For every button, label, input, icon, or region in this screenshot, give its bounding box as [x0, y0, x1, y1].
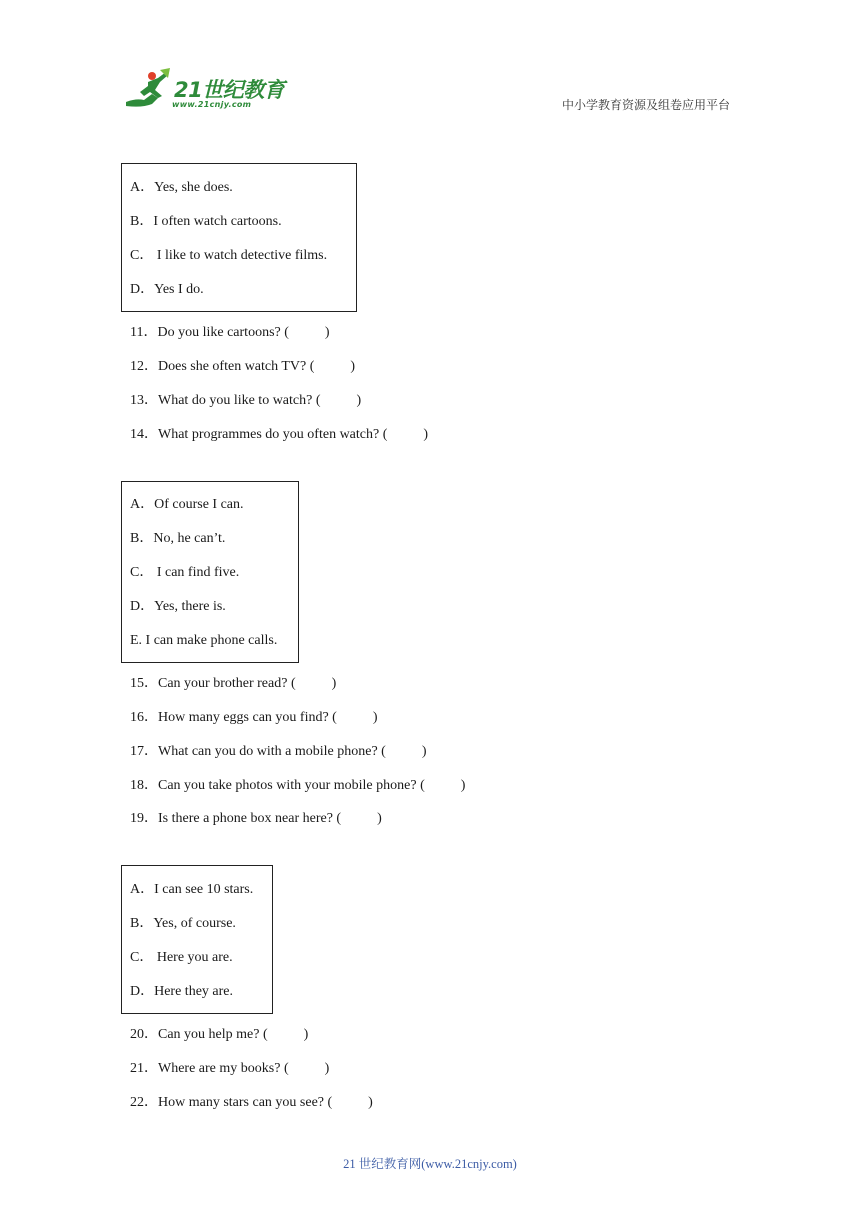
option-d: D．Here they are. — [130, 984, 234, 999]
question-number: 18． — [130, 778, 158, 793]
page-header — [0, 0, 860, 130]
question-close: ) — [324, 325, 330, 340]
question-number: 12． — [130, 359, 158, 374]
option-d: D．Yes I do. — [130, 282, 204, 297]
question-number: 15． — [130, 676, 158, 691]
question-number: 19． — [130, 811, 158, 826]
question-text: Can you take photos with your mobile phone? ( — [158, 778, 425, 793]
question-13 — [130, 389, 361, 409]
option-b: B．No, he can’t. — [130, 531, 226, 546]
question-close: ) — [331, 676, 337, 691]
question-close: ) — [368, 1095, 373, 1110]
question-number: 22． — [130, 1095, 158, 1110]
option-b: B．Yes, of course. — [130, 916, 236, 931]
question-18 — [130, 774, 465, 794]
question-15 — [130, 672, 336, 692]
logo-text: 21世纪教育 — [174, 78, 285, 102]
question-close: ) — [303, 1027, 309, 1042]
option-c: C． I can find five. — [130, 565, 240, 580]
question-text: How many stars can you see? ( — [158, 1095, 333, 1110]
question-close: ) — [372, 710, 378, 725]
question-11 — [130, 321, 330, 341]
option-a: A．Of course I can. — [130, 497, 244, 512]
option-b: B．I often watch cartoons. — [130, 214, 282, 229]
logo-url: www.21cnjy.com — [172, 100, 252, 109]
question-17 — [130, 740, 427, 760]
options-box-3 — [121, 865, 273, 1014]
question-14 — [130, 423, 428, 443]
question-text: What can you do with a mobile phone? ( — [158, 744, 386, 759]
question-text: Can you help me? ( — [158, 1027, 268, 1042]
question-text: Can your brother read? ( — [158, 676, 296, 691]
option-a: A．I can see 10 stars. — [130, 882, 254, 897]
runner-logo-icon — [122, 68, 172, 114]
question-close: ) — [377, 811, 382, 826]
question-19 — [130, 807, 382, 827]
question-close: ) — [460, 778, 466, 793]
question-close: ) — [350, 359, 356, 374]
question-close: ) — [356, 393, 362, 408]
question-21 — [130, 1057, 329, 1077]
question-20 — [130, 1023, 308, 1043]
page-footer[interactable]: 21 世纪教育网(www.21cnjy.com) — [343, 1157, 517, 1171]
logo — [122, 68, 292, 114]
question-16 — [130, 706, 378, 726]
question-number: 13． — [130, 393, 158, 408]
question-text: What programmes do you often watch? ( — [158, 427, 388, 442]
question-text: How many eggs can you find? ( — [158, 710, 337, 725]
question-12 — [130, 355, 355, 375]
question-number: 17． — [130, 744, 158, 759]
option-d: D．Yes, there is. — [130, 599, 226, 614]
question-text: Is there a phone box near here? ( — [158, 811, 342, 826]
question-close: ) — [324, 1061, 330, 1076]
option-c: C． I like to watch detective films. — [130, 248, 328, 263]
question-text: What do you like to watch? ( — [158, 393, 321, 408]
question-close: ) — [423, 427, 429, 442]
question-text: Do you like cartoons? ( — [157, 325, 289, 340]
question-close: ) — [421, 744, 427, 759]
question-text: Does she often watch TV? ( — [158, 359, 315, 374]
platform-title: 中小学教育资源及组卷应用平台 — [561, 98, 730, 112]
question-number: 21． — [130, 1061, 158, 1076]
option-a: A．Yes, she does. — [130, 180, 233, 195]
option-c: C． Here you are. — [130, 950, 233, 965]
question-text: Where are my books? ( — [158, 1061, 289, 1076]
option-e: E. I can make phone calls. — [130, 633, 278, 648]
options-box-2 — [121, 481, 299, 663]
question-22 — [130, 1091, 373, 1111]
question-number: 20． — [130, 1027, 158, 1042]
question-number: 11． — [130, 325, 158, 340]
question-number: 16． — [130, 710, 158, 725]
question-number: 14． — [130, 427, 158, 442]
options-box-1 — [121, 163, 357, 312]
